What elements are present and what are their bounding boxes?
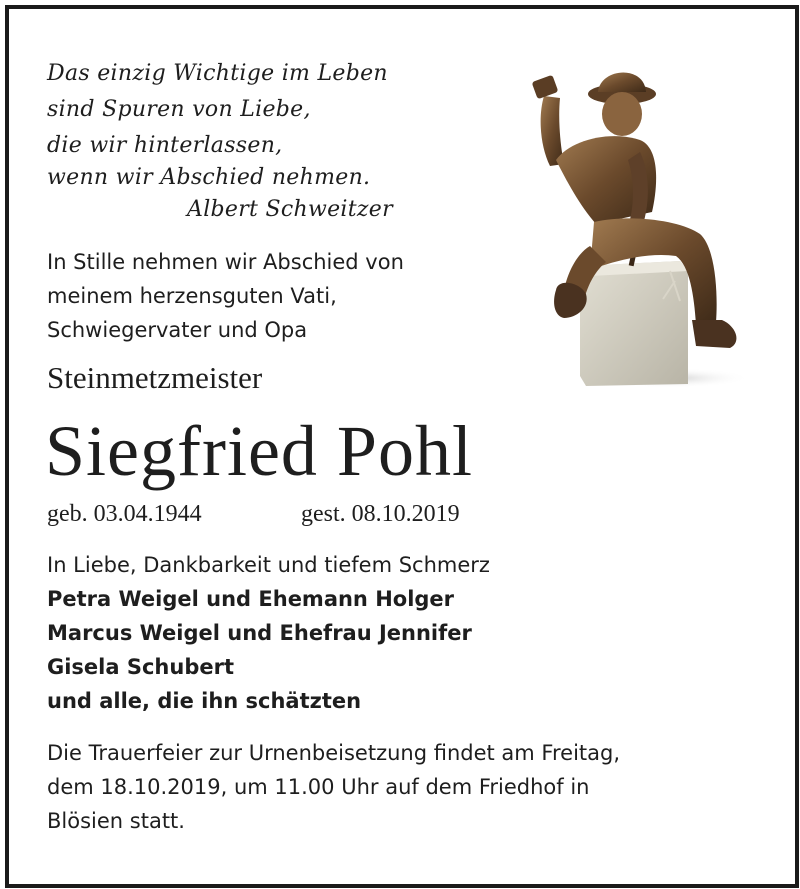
quote-line-2: sind Spuren von Liebe,	[47, 97, 311, 122]
birth-date: geb. 03.04.1944	[47, 501, 202, 527]
deceased-name: Siegfried Pohl	[45, 411, 473, 491]
mourner-4: und alle, die ihn schätzten	[47, 689, 362, 713]
mourner-2: Marcus Weigel und Ehefrau Jennifer	[47, 621, 472, 645]
stonemason-figurine-icon	[520, 56, 748, 390]
death-date: gest. 08.10.2019	[301, 501, 460, 527]
quote-line-1: Das einzig Wichtige im Leben	[47, 61, 388, 86]
intro-line-1: In Stille nehmen wir Abschied von	[47, 250, 404, 274]
intro-line-3: Schwiegervater und Opa	[47, 318, 308, 342]
mourners-intro: In Liebe, Dankbarkeit und tiefem Schmerz	[47, 553, 490, 577]
profession: Steinmetzmeister	[47, 360, 263, 395]
funeral-line-2: dem 18.10.2019, um 11.00 Uhr auf dem Friedhof in	[47, 775, 590, 799]
quote-author: Albert Schweitzer	[187, 197, 393, 222]
mourner-1: Petra Weigel und Ehemann Holger	[47, 587, 455, 611]
quote-line-3: die wir hinterlassen,	[47, 133, 283, 158]
funeral-line-3: Blösien statt.	[47, 809, 185, 833]
funeral-line-1: Die Trauerfeier zur Urnenbeisetzung findet am Freitag,	[47, 741, 621, 765]
intro-line-2: meinem herzensguten Vati,	[47, 284, 337, 308]
mourner-3: Gisela Schubert	[47, 655, 235, 679]
quote-line-4: wenn wir Abschied nehmen.	[47, 165, 371, 190]
